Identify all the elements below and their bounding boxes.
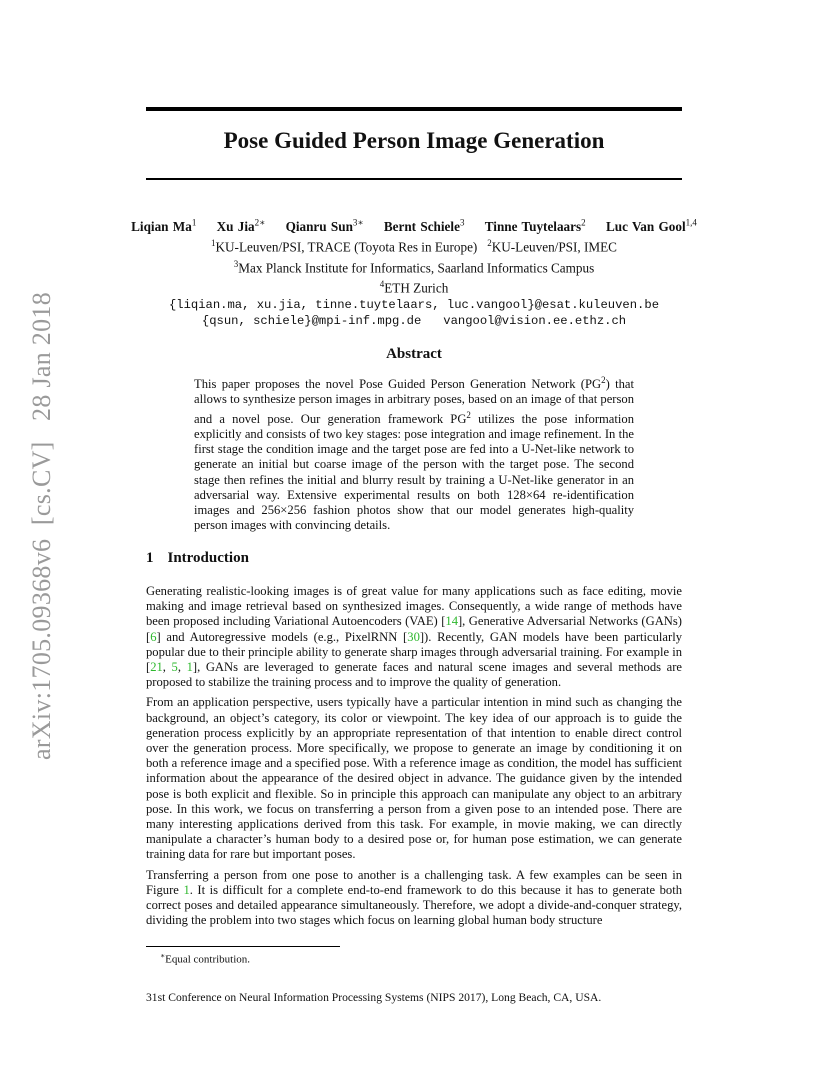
author-list — [100, 215, 728, 235]
arxiv-side-stamp — [22, 290, 62, 760]
citation-link[interactable]: 6 — [150, 629, 157, 644]
footnote-rule — [146, 946, 340, 947]
paragraph: Generating realistic-looking images is of great value for many applications such as face editing, movie making and image retrieval based on synthesized images. Consequently, a wide range of methods have been proposed including Variational Autoencoders (VAE) [14], Generative Adversarial Networks (GANs) [6] and Autoregressive models (e.g., PixelRNN [30]). Recently, GAN models have been particularly popular due to their principle ability to generate sharp images through adversarial training. For example in [21, 5, 1], GANs are leveraged to generate faces and natural scene images and several methods are proposed to stabilize the training process and to improve the quality of generation. — [146, 584, 683, 690]
arxiv-date: 28 Jan 2018 — [27, 291, 56, 421]
email-line: {qsun, schiele}@mpi-inf.mpg.de vangool@vision.ee.ethz.ch — [201, 313, 627, 328]
paragraph: From an application perspective, users typically have a particular intention in mind such as changing the background, an object’s category, its color or viewpoint. The key idea of our approach is to guide the generation process explicitly by an appropriate representation of that intention to enable direct control over the generation process. More specifically, we propose to generate an image by conditioning it on both a reference image and a specified pose. With a reference image as condition, the model has sufficient information about the appearance of the desired object in advance. The guidance given by the intended pose is both explicit and flexible. So in principle this approach can manipulate any object to an arbitrary pose. In this work, we focus on transferring a person from a given pose to an intended pose. There are many interesting applications derived from this task. For example, in movie making, we can directly manipulate a character’s human body to a desired pose or, for human pose estimation, we can generate training data for rare but important poses. — [146, 695, 682, 862]
title-top-rule — [146, 107, 682, 111]
author: Xu Jia$^{2∗}$ — [216, 218, 266, 235]
section-number: 1 — [146, 550, 154, 566]
author: Luc Van Gool$^{1,4}$ — [605, 218, 697, 235]
abstract-text: This paper proposes the novel Pose Guided Person Generation Network $(PG^2)$ that allows to synthesize person images in arbitrary poses, based on an image of that person and a novel pose. Our generation framework $PG^2$ utilizes the pose information explicitly and consists of two key stages: pose integration and image refinement. In the first stage the condition image and the target pose are fed into a U-Net-like network to generate an initial but coarse image of the person with the target pose. The second stage then refines the initial and blurry result by training a U-Net-like generator in an adversarial way. Extensive experimental results on both 128×64 re-identification images and 256×256 fashion photos show that our model generates high-quality person images with convincing details. — [194, 375, 634, 533]
arxiv-id: arXiv:1705.09368v6 — [27, 538, 56, 760]
footnote: ∗Equal contribution. — [160, 951, 251, 966]
affiliation-line: $^3$Max Planck Institute for Informatics, Saarland Informatics Campus — [233, 258, 595, 276]
citation-link[interactable]: 21 — [150, 660, 163, 675]
paper-title: Pose Guided Person Image Generation — [223, 128, 605, 153]
citation-link[interactable]: 5 — [171, 660, 178, 675]
paragraph: Transferring a person from one pose to another is a challenging task. A few examples can be seen in Figure 1. It is difficult for a complete end-to-end framework to do this because it has to generate both correct poses and detailed appearance simultaneously. Therefore, we adopt a divide-and-conquer strategy, dividing the problem into two stages which focus on learning global human body structure — [146, 867, 682, 928]
citation-link[interactable]: 14 — [445, 614, 458, 629]
author-block — [100, 215, 728, 329]
affiliation-line: $^1$KU-Leuven/PSI, TRACE (Toyota Res in Europe) $^2$KU-Leuven/PSI, IMEC — [211, 238, 617, 255]
figure-link[interactable]: 1 — [183, 882, 190, 897]
citation-link[interactable]: 30 — [407, 629, 420, 644]
section-title: Introduction — [167, 550, 249, 566]
author: Liqian Ma$^1$ — [131, 218, 197, 235]
section-heading — [146, 550, 249, 567]
arxiv-category: [cs.CV] — [27, 441, 56, 526]
author: Bernt Schiele$^3$ — [383, 218, 465, 235]
title-bottom-rule — [146, 178, 682, 180]
abstract-heading: Abstract — [386, 346, 442, 362]
citation-link[interactable]: 1 — [186, 660, 193, 675]
body-text — [146, 584, 682, 933]
author: Qianru Sun$^{3∗}$ — [285, 218, 364, 235]
affiliation-line: $^4$ETH Zurich — [379, 279, 449, 296]
author: Tinne Tuytelaars$^2$ — [484, 218, 586, 235]
email-line: {liqian.ma, xu.jia, tinne.tuytelaars, luc.vangool}@esat.kuleuven.be — [168, 297, 660, 312]
conference-note: 31st Conference on Neural Information Processing Systems (NIPS 2017), Long Beach, CA, USA. — [146, 991, 602, 1004]
